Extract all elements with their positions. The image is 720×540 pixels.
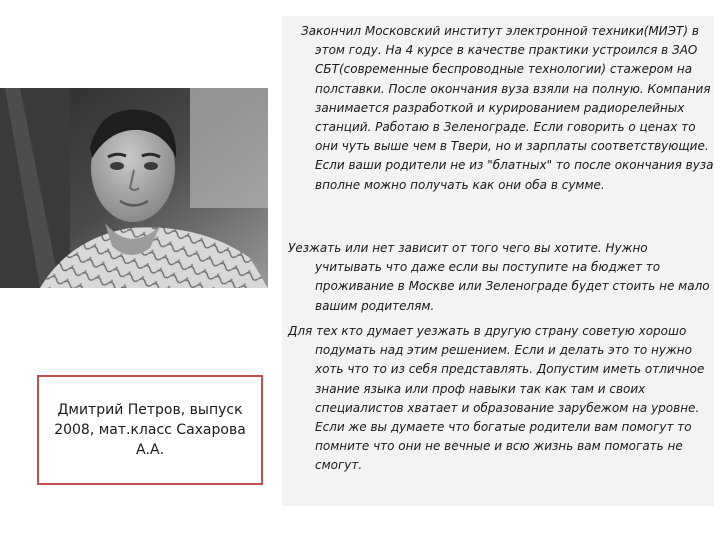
paragraph-moving: Уезжать или нет зависит от того чего вы хотите. Нужно учитывать что даже если вы поступите на бюджет то проживание в Москве или Зеленограде будет стоить не мало вашим родителям. [288, 241, 710, 313]
text-panel [282, 16, 714, 506]
paragraph-education: Закончил Московский институт электронной техники(МИЭТ) в этом году. На 4 курсе в качестве практики устроился в ЗАО СБТ(современные беспроводные технологии) стажером на полставки. После окончания вуза взяли на полную. Компания занимается разработкой и курированием радиорелейных станций. Работаю в Зеленограде. Если говорить о ценах то они чуть выше чем в Твери, но и зарплаты соответствующие. Если ваши родители не из "блатных" то после окончания вуза вполне можно получать как они оба в сумме. [301, 24, 714, 192]
photo-caption [37, 375, 263, 485]
portrait-photo [0, 88, 268, 288]
caption-text: Дмитрий Петров, выпуск 2008, мат.класс Сахарова А.А. [54, 402, 246, 458]
paragraph-abroad: Для тех кто думает уезжать в другую страну советую хорошо подумать над этим решением. Если и делать это то нужно хоть что то из себя представлять. Допустим иметь отличное знание языка или проф навыки так как там и своих специалистов хватает и образование зарубежом на уровне. Если же вы думаете что богатые родители вам помогут то помните что они не вечные и всю жизнь вам помогать не смогут. [288, 324, 705, 473]
